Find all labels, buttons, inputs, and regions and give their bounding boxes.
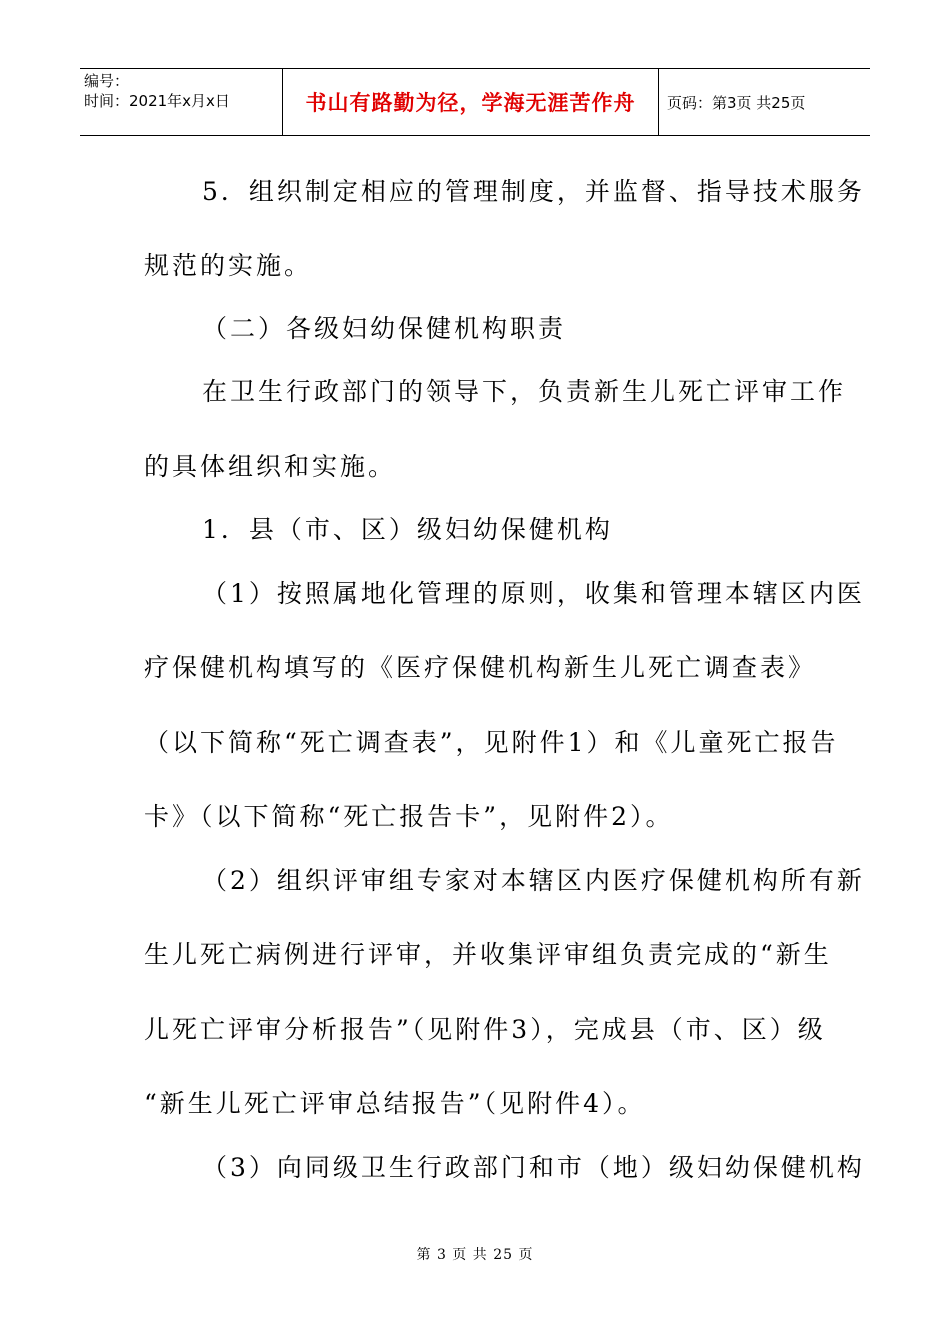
paragraph-line: “新生儿死亡评审总结报告”（见附件4）。 <box>144 1089 646 1118</box>
paragraph-line: 规范的实施。 <box>144 251 313 280</box>
paragraph-line: （以下简称“死亡调查表”，见附件1）和《儿童死亡报告 <box>144 728 839 757</box>
header-page-cell <box>659 69 870 135</box>
subsection-heading: 1．县（市、区）级妇幼保健机构 <box>202 515 613 544</box>
document-date-label: 时间：2021年x月x日 <box>84 92 230 110</box>
paragraph-line: 5．组织制定相应的管理制度，并监督、指导技术服务 <box>202 177 865 206</box>
paragraph-line: 在卫生行政部门的领导下，负责新生儿死亡评审工作 <box>202 377 847 406</box>
paragraph-line: 儿死亡评审分析报告”（见附件3），完成县（市、区）级 <box>144 1015 826 1044</box>
header-meta-cell <box>80 69 283 135</box>
document-header <box>80 68 870 136</box>
header-page-info: 页码：第3页 共25页 <box>667 93 806 112</box>
paragraph-line: 卡》（以下简称“死亡报告卡”，见附件2）。 <box>144 802 674 831</box>
header-motto-cell <box>283 69 659 135</box>
paragraph-line: （3）向同级卫生行政部门和市（地）级妇幼保健机构 <box>202 1153 865 1182</box>
paragraph-line: （2）组织评审组专家对本辖区内医疗保健机构所有新 <box>202 866 865 895</box>
document-number-label: 编号： <box>84 72 130 90</box>
section-heading: （二）各级妇幼保健机构职责 <box>202 314 567 343</box>
paragraph-line: （1）按照属地化管理的原则，收集和管理本辖区内医 <box>202 579 865 608</box>
page-footer: 第 3 页 共 25 页 <box>416 1247 534 1263</box>
header-motto: 书山有路勤为径，学海无涯苦作舟 <box>305 91 636 115</box>
paragraph-line: 生儿死亡病例进行评审，并收集评审组负责完成的“新生 <box>144 940 832 969</box>
paragraph-line: 疗保健机构填写的《医疗保健机构新生儿死亡调查表》 <box>144 653 817 682</box>
paragraph-line: 的具体组织和实施。 <box>144 452 397 481</box>
